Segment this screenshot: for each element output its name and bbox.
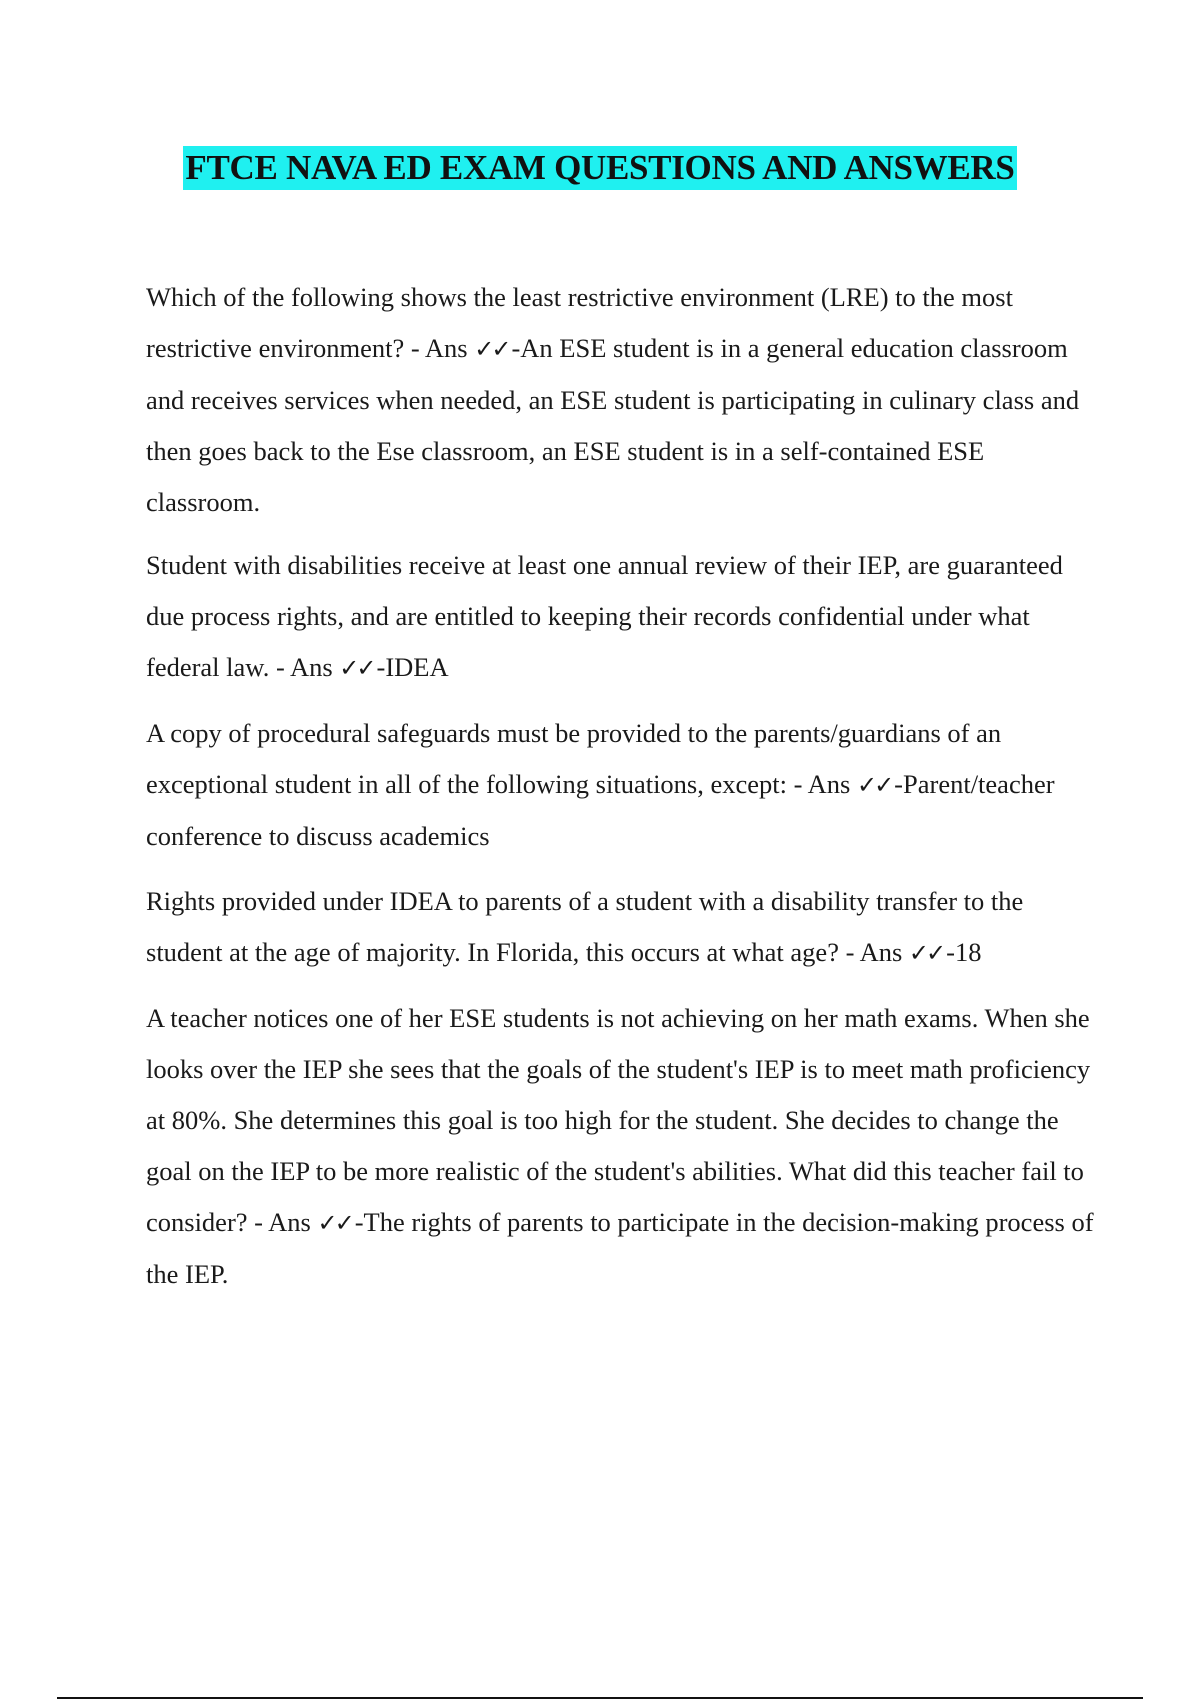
footer-divider: [57, 1697, 1143, 1699]
qa-list: [146, 272, 1096, 1314]
double-check-icon: ✓✓: [474, 335, 509, 363]
answer-text: -Parent/teacher conference to discuss academics: [146, 769, 1055, 851]
double-check-icon: ✓✓: [317, 1209, 352, 1237]
question-text: A copy of procedural safeguards must be provided to the parents/guardians of an exceptional student in all of the following situations, except: - Ans: [146, 718, 1002, 799]
answer-text: -The rights of parents to participate in the decision-making process of the IEP.: [146, 1207, 1094, 1289]
title-container: [0, 146, 1200, 190]
answer-text: -IDEA: [376, 652, 449, 682]
question-text: A teacher notices one of her ESE students is not achieving on her math exams. When she looks over the IEP she sees that the goals of the student's IEP is to meet math proficiency at 80%. She determines this goal is too high for the student. She decides to change the goal on the IEP to be more realistic of the student's abilities. What did this teacher fail to consider? - Ans: [146, 1003, 1091, 1237]
question-text: Student with disabilities receive at least one annual review of their IEP, are guaranteed due process rights, and are entitled to keeping their records confidential under what federal law. - Ans: [146, 550, 1063, 682]
qa-item: [146, 540, 1096, 694]
answer-text: -18: [946, 937, 982, 967]
qa-item: [146, 876, 1096, 979]
document-title: FTCE NAVA ED EXAM QUESTIONS AND ANSWERS: [183, 146, 1016, 190]
answer-text: -An ESE student is in a general education classroom and receives services when needed, an ESE student is participating in culinary class and then goes back to the Ese classroom, an ESE student is in a self-contained ESE classroom.: [146, 333, 1080, 517]
qa-item: [146, 993, 1096, 1300]
double-check-icon: ✓✓: [908, 939, 944, 967]
question-text: Rights provided under IDEA to parents of a student with a disability transfer to the student at the age of majority. In Florida, this occurs at what age? - Ans: [146, 886, 1024, 967]
qa-item: [146, 708, 1096, 862]
double-check-icon: ✓✓: [856, 771, 892, 799]
question-text: Which of the following shows the least restrictive environment (LRE) to the most restrictive environment? - Ans: [146, 282, 1013, 363]
double-check-icon: ✓✓: [339, 654, 374, 682]
qa-item: [146, 272, 1096, 528]
